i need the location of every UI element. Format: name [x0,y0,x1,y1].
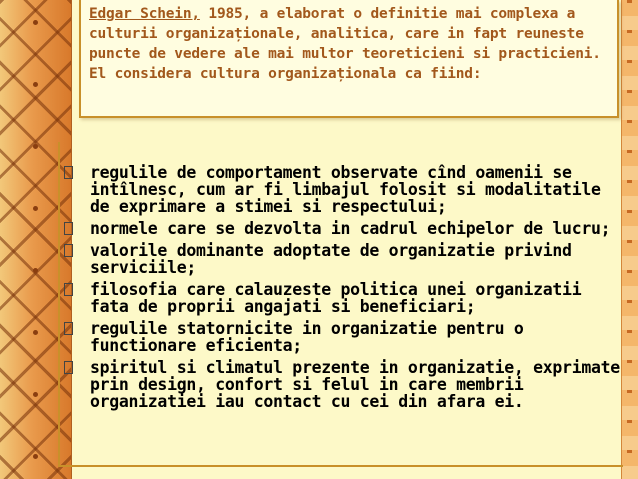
intro-body: 1985, a elaborat o definitie mai complexa a culturii organizaționale, analitica, care in fapt reuneste puncte de vedere ale mai multor teoreticieni si practicieni. El considera cultura organizaționala ca fiind: [89,6,601,82]
definition-list-box [58,152,623,467]
bullet-box-icon [64,166,73,179]
decorative-dot [33,268,38,273]
list-item-text: valorile dominante adoptate de organizatie privind serviciile; [90,241,572,277]
list-item-text: filosofia care calauzeste politica unei organizatii fata de proprii angajati si beneficiari; [90,280,582,316]
author-name: Edgar Schein, [89,6,200,22]
list-item-text: regulile de comportament observate cînd oamenii se intîlnesc, cum ar fi limbajul folosit si modalitatile de exprimare a stimei si respectului; [90,163,601,216]
bullet-box-icon [64,361,73,374]
decorative-dot [33,144,38,149]
decorative-dot [33,206,38,211]
intro-paragraph [89,4,609,84]
list-item [60,164,623,215]
list-item [60,220,623,237]
right-decorative-strip [621,0,638,479]
bullet-box-icon [64,283,73,296]
bullet-box-icon [64,244,73,257]
list-item-text: normele care se dezvolta in cadrul echipelor de lucru; [90,219,611,238]
decorative-dot [33,82,38,87]
decorative-dot [33,330,38,335]
list-item-text: regulile statornicite in organizatie pentru o functionare eficienta; [90,319,524,355]
definition-list [60,164,623,415]
intro-box [79,0,619,118]
bullet-box-icon [64,322,73,335]
list-item-text: spiritul si climatul prezente in organizatie, exprimate prin design, confort si felul in care membrii organizatiei iau contact cu cei din afara ei. [90,358,620,411]
list-item [60,281,623,315]
list-item [60,320,623,354]
decorative-dot [33,20,38,25]
list-item [60,242,623,276]
decorative-dot [33,454,38,459]
list-item [60,359,623,410]
decorative-dot [33,392,38,397]
bullet-box-icon [64,222,73,235]
